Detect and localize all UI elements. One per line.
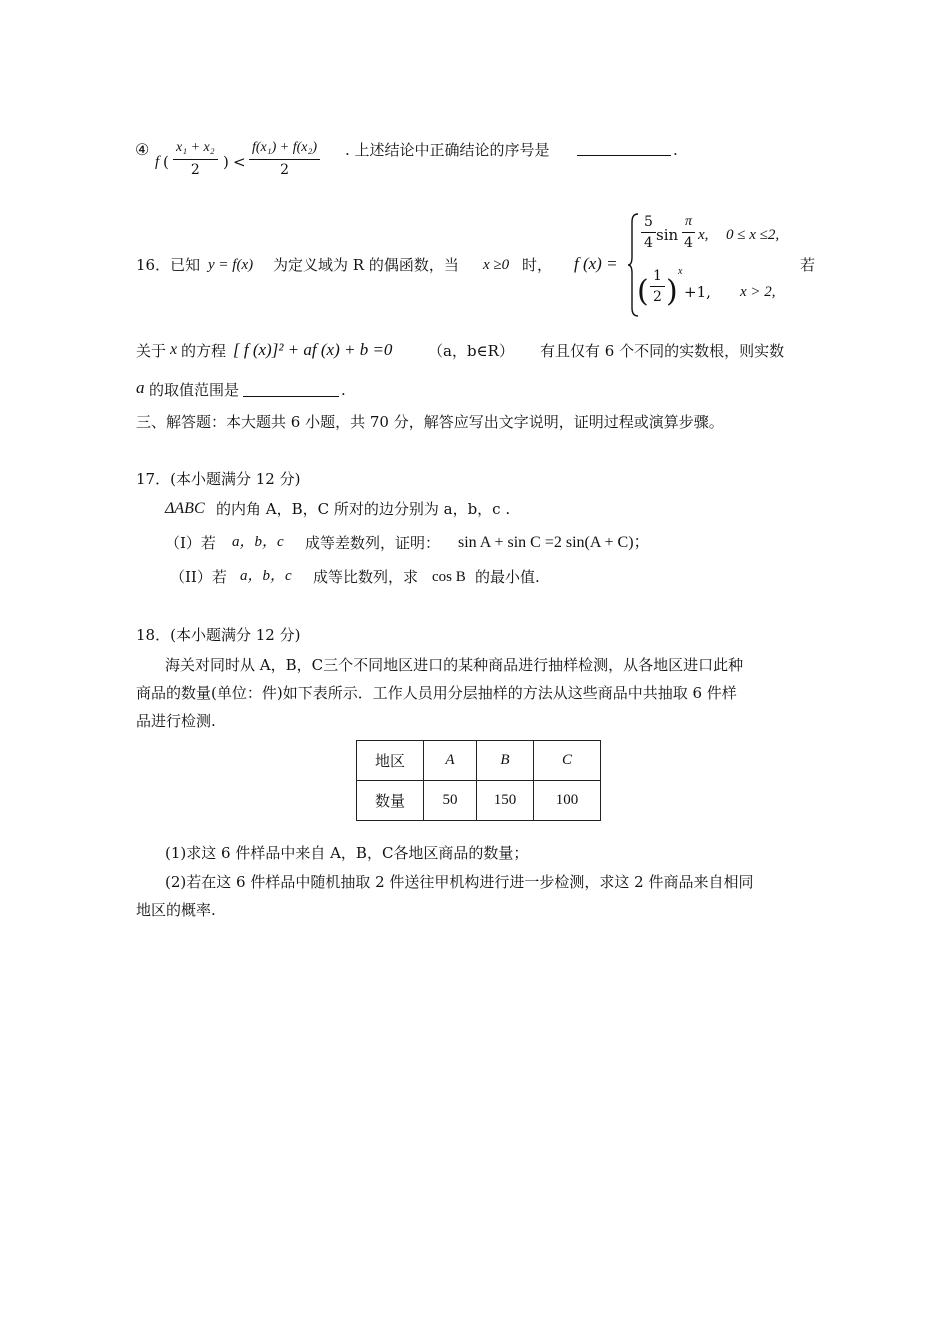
q17-intro-text: 的内角 A，B，C 所对的边分别为 a，b，c . <box>216 500 511 518</box>
table-cell: 数量 <box>357 781 424 821</box>
q15-lparen: ( <box>163 153 169 171</box>
q16-text1: 为定义域为 R 的偶函数，当 <box>273 256 459 274</box>
table-cell: A <box>424 741 477 781</box>
table-cell: B <box>477 741 534 781</box>
q16-cond: x ≥0 <box>483 257 510 273</box>
q15-tail: . 上述结论中正确结论的序号是 <box>345 141 550 159</box>
q17-intro-tri: ΔABC <box>165 500 205 517</box>
table-row <box>357 781 601 821</box>
q16-piece1-den: 4 <box>644 235 653 251</box>
q16-piece2-rparen: ) <box>666 274 678 309</box>
q16-piece2-tail: +1, <box>684 283 711 301</box>
q15-rhs-den: 2 <box>280 161 289 178</box>
q17-part1-label: （I）若 <box>165 534 216 552</box>
q16-piece1-4: 4 <box>684 235 693 251</box>
q16-params: （a，b∈R） <box>428 342 514 360</box>
q16-piece2-cond: x > 2, <box>740 284 776 300</box>
q16-piece2-fraction <box>650 268 665 305</box>
q16-ruo: 若 <box>800 256 816 274</box>
q15-rhs-fraction <box>249 140 320 179</box>
q16-answer-blank[interactable] <box>243 382 339 397</box>
q16-line2-a: 关于 <box>136 342 167 360</box>
table-cell: 100 <box>534 781 601 821</box>
table-cell: C <box>534 741 601 781</box>
q15-answer-blank[interactable] <box>577 141 671 156</box>
q16-piece1-sin: sin <box>656 226 679 244</box>
q16-piece2-exp: x <box>678 266 683 277</box>
q16-line3-b: 的取值范围是 <box>149 381 240 399</box>
table-cell: 地区 <box>357 741 424 781</box>
q17-part1-eq: sin A + sin C =2 sin(A + C)； <box>458 534 650 551</box>
section3-heading: 三、解答题：本大题共 6 小题，共 70 分，解答应写出文字说明，证明过程或演算步骤。 <box>136 413 724 431</box>
q15-lhs-fraction <box>173 140 218 179</box>
q18-para-line3: 品进行检测. <box>136 712 216 730</box>
q17-part2-vars: a，b，c <box>240 568 292 584</box>
q16-piece1-fraction <box>641 214 656 251</box>
q16-piece1-num: 5 <box>641 214 656 233</box>
q16-piece1-cond: 0 ≤ x ≤2, <box>726 227 780 243</box>
q17-part2-expr: cos B <box>432 569 466 585</box>
q16-piece1-pi: π <box>682 214 695 233</box>
q18-para-line2: 商品的数量(单位：件)如下表所示．工作人员用分层抽样的方法从这些商品中共抽取 6 件样 <box>136 684 737 702</box>
q17-part1-vars: a，b，c <box>232 534 284 550</box>
q18-para-line1: 海关对同时从 A，B，C三个不同地区进口的某种商品进行抽样检测，从各地区进口此种 <box>165 656 744 674</box>
q15-rhs-num: f(x₁) + f(x₂) <box>249 140 320 160</box>
q15-marker: ④ <box>135 140 150 159</box>
q16-piece2-num: 1 <box>650 268 665 287</box>
q16-func-def: y = f(x) <box>208 257 254 273</box>
q16-fx: f (x) = <box>574 254 618 273</box>
q15-lhs-f: f <box>155 154 160 170</box>
q16-piece2-lparen: ( <box>637 274 649 309</box>
q16-line3-a: a <box>136 378 145 397</box>
q17-part1-text: 成等差数列，证明： <box>305 534 441 552</box>
table-header-row <box>357 741 601 781</box>
q17-header: 17．(本小题满分 12 分) <box>136 470 301 488</box>
q18-data-table <box>356 740 601 821</box>
q16-piece1-pi-fraction <box>682 214 695 251</box>
q16-piece2-den: 2 <box>653 289 662 305</box>
q15-rparen: ) <box>223 153 229 171</box>
q16-equation: [ f (x)]² + af (x) + b =0 <box>233 340 393 359</box>
q16-label: 16．已知 <box>136 256 201 274</box>
table-cell: 50 <box>424 781 477 821</box>
q15-lhs-den: 2 <box>190 161 200 178</box>
q17-part2-tail: 的最小值. <box>475 568 540 586</box>
q17-part2-label: （II）若 <box>170 568 227 586</box>
q15-lt: < <box>233 153 246 171</box>
q15-end: . <box>673 141 678 159</box>
q18-sub2-line1: (2)若在这 6 件样品中随机抽取 2 件送往甲机构进行进一步检测，求这 2 件商品来自相同 <box>165 873 754 891</box>
q16-piece1-x: x, <box>698 227 709 243</box>
table-cell: 150 <box>477 781 534 821</box>
q16-line3-end: . <box>341 381 346 399</box>
q18-sub2-line2: 地区的概率. <box>136 901 216 919</box>
q16-text2: 时， <box>522 256 553 274</box>
q17-part2-text: 成等比数列，求 <box>313 568 419 586</box>
q16-line2-x: x <box>170 341 178 358</box>
q16-line2-b: 的方程 <box>181 342 227 360</box>
q18-header: 18．(本小题满分 12 分) <box>136 626 301 644</box>
q15-lhs-num: x₁ + x₂ <box>173 140 218 160</box>
q18-sub1: (1)求这 6 件样品中来自 A，B，C各地区商品的数量； <box>165 844 529 862</box>
q16-line2-c: 有且仅有 6 个不同的实数根，则实数 <box>540 342 785 360</box>
